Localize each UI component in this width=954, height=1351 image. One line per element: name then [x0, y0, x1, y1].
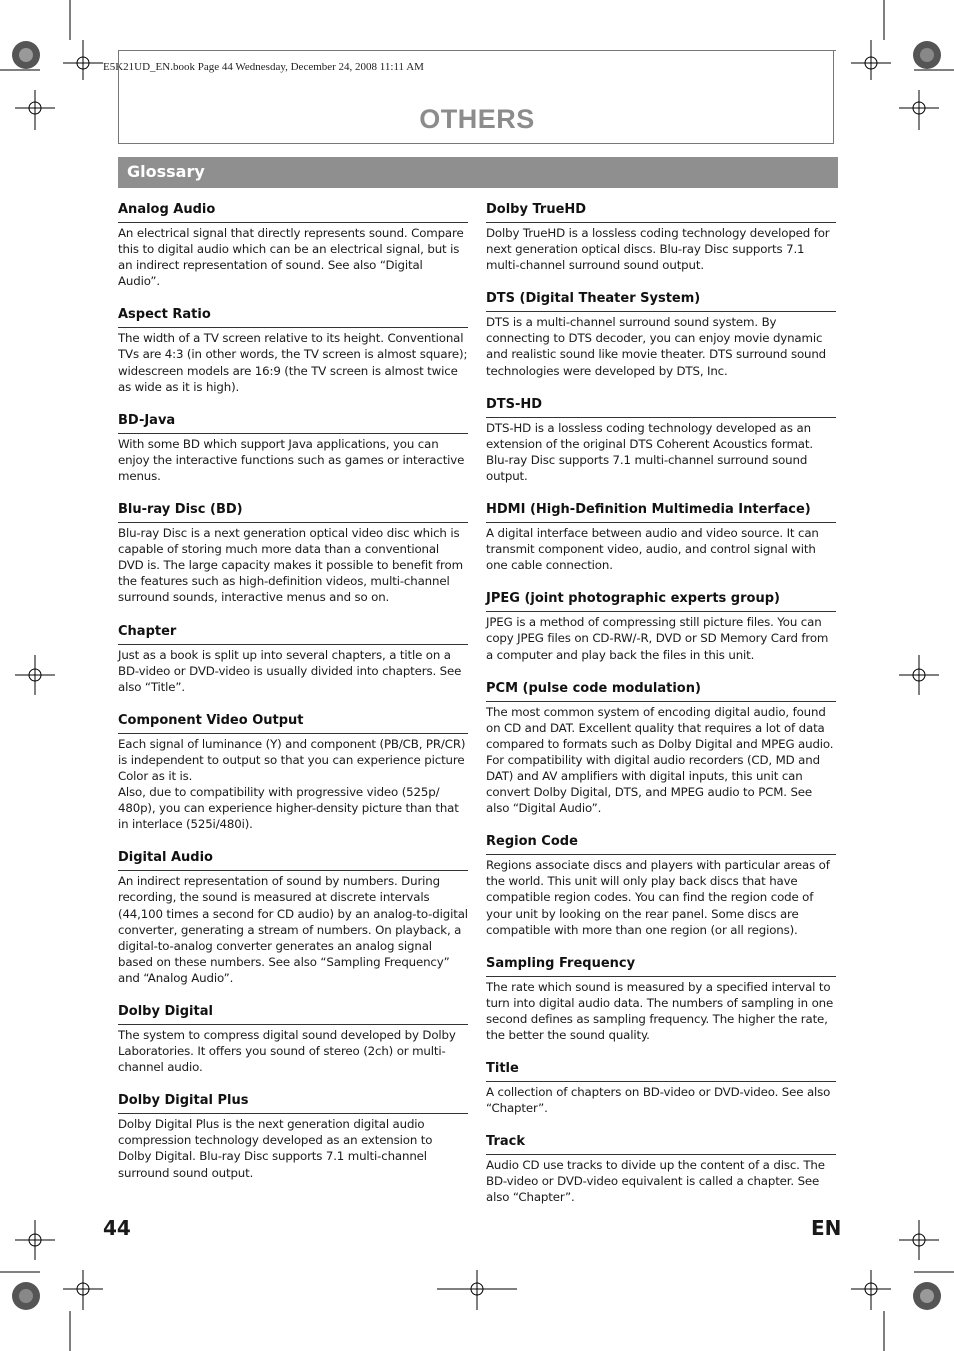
glossary-entry	[118, 1093, 468, 1180]
glossary-definition: The system to compress digital sound developed by Dolby Laboratories. It offers you sound of stereo (2ch) or multi-channel audio.	[118, 1028, 456, 1075]
glossary-entry	[118, 502, 468, 605]
glossary-term: Sampling Frequency	[486, 956, 836, 977]
glossary-entry	[486, 397, 836, 484]
glossary-definition: Dolby Digital Plus is the next generation digital audio compression technology developed as an extension to Dolby Digital. Blu-ray Disc supports 7.1 multi-channel surround sound output.	[118, 1117, 433, 1180]
glossary-entry	[486, 681, 836, 817]
glossary-definition: Dolby TrueHD is a lossless coding technology developed for next generation optical discs. Blu-ray Disc supports 7.1 multi-channel surround sound output.	[486, 226, 830, 273]
glossary-banner	[118, 157, 838, 188]
glossary-term: Dolby TrueHD	[486, 202, 836, 223]
glossary-term: PCM (pulse code modulation)	[486, 681, 836, 702]
left-column	[118, 202, 468, 1199]
glossary-term: Aspect Ratio	[118, 307, 468, 328]
print-info: E5K21UD_EN.book Page 44 Wednesday, December 24, 2008 11:11 AM	[103, 61, 424, 73]
glossary-entry	[118, 307, 468, 394]
glossary-term: JPEG (joint photographic experts group)	[486, 591, 836, 612]
page-number: 44	[103, 1216, 131, 1240]
glossary-entry	[486, 591, 836, 662]
glossary-definition: Blu-ray Disc is a next generation optical video disc which is capable of storing much more data than a conventional DVD is. The large capacity makes it possible to benefit from the features such as high-definition videos, multi-channel surround sounds, interactive menus and so on.	[118, 526, 463, 605]
glossary-term: Blu-ray Disc (BD)	[118, 502, 468, 523]
glossary-entry	[118, 413, 468, 484]
glossary-entry	[486, 1134, 836, 1205]
banner-label: Glossary	[127, 162, 205, 181]
glossary-term: Dolby Digital Plus	[118, 1093, 468, 1114]
glossary-entry	[486, 502, 836, 573]
glossary-definition: Also, due to compatibility with progressive video (525p/ 480p), you can experience higher-density picture than that in interlace (525i/480i).	[118, 785, 459, 832]
glossary-term: Dolby Digital	[118, 1004, 468, 1025]
right-column	[486, 202, 836, 1224]
glossary-definition: The most common system of encoding digital audio, found on CD and DAT. Excellent quality that requires a lot of data compared to formats such as Dolby Digital and MPEG audio. For compatibility with digital audio recorders (CD, MD and DAT) and AV amplifiers with digital inputs, this unit can convert Dolby Digital, DTS, and MPEG audio to PCM. See also “Digital Audio”.	[486, 704, 834, 816]
glossary-definition: An indirect representation of sound by numbers. During recording, the sound is measured at discrete intervals (44,100 times a second for CD audio) by an analog-to-digital converter, generating a stream of numbers. On playback, a digital-to-analog converter generates an analog signal based on these numbers. See also “Sampling Frequency” and “Analog Audio”.	[118, 874, 468, 985]
glossary-term: Digital Audio	[118, 850, 468, 871]
glossary-entry	[486, 956, 836, 1043]
glossary-entry	[486, 202, 836, 273]
glossary-term: DTS (Digital Theater System)	[486, 291, 836, 312]
glossary-definition: A collection of chapters on BD-video or DVD-video. See also “Chapter”.	[486, 1085, 831, 1116]
glossary-definition: A digital interface between audio and video source. It can transmit component video, audio, and control signal with one cable connection.	[486, 526, 819, 573]
glossary-term: Track	[486, 1134, 836, 1155]
glossary-definition: Regions associate discs and players with particular areas of the world. This unit will only play back discs that have compatible region codes. You can find the region code of your unit by looking on the rear panel. Some discs are compatible with more than one region (or all regions).	[486, 858, 830, 937]
glossary-definition: JPEG is a method of compressing still picture files. You can copy JPEG files on CD-RW/-R, DVD or SD Memory Card from a computer and play back the files in this unit.	[486, 615, 829, 662]
glossary-definition: DTS-HD is a lossless coding technology developed as an extension of the original DTS Coherent Acoustics format. Blu-ray Disc supports 7.1 multi-channel surround sound output.	[486, 420, 813, 483]
glossary-definition: Each signal of luminance (Y) and component (PB/CB, PR/CR) is independent to output so that you can experience picture Color as it is.	[118, 736, 466, 783]
glossary-term: BD-Java	[118, 413, 468, 434]
glossary-entry	[118, 624, 468, 695]
glossary-term: HDMI (High-Definition Multimedia Interface)	[486, 502, 836, 523]
header-frame-top	[118, 50, 836, 51]
glossary-term: Chapter	[118, 624, 468, 645]
glossary-term: Analog Audio	[118, 202, 468, 223]
glossary-definition: The rate which sound is measured by a specified interval to turn into digital audio data. The numbers of sampling in one second defines as sampling frequency. The higher the rate, the better the sound quality.	[486, 979, 834, 1042]
glossary-entry	[118, 202, 468, 289]
glossary-definition: DTS is a multi-channel surround sound system. By connecting to DTS decoder, you can enjoy movie dynamic and realistic sound like movie theater. DTS surround sound technologies were developed by DTS, Inc.	[486, 315, 827, 378]
language-tag: EN	[811, 1216, 842, 1240]
glossary-definition: The width of a TV screen relative to its height. Conventional TVs are 4:3 (in other words, the TV screen is almost square); widescreen models are 16:9 (the TV screen is almost twice as wide as it is high).	[118, 331, 468, 394]
glossary-term: Region Code	[486, 834, 836, 855]
glossary-definition: An electrical signal that directly represents sound. Compare this to digital audio which can be an electrical signal, but is an indirect representation of sound. See also “Digital Audio”.	[118, 226, 464, 289]
glossary-term: Component Video Output	[118, 713, 468, 734]
glossary-term: Title	[486, 1061, 836, 1082]
glossary-definition: Audio CD use tracks to divide up the content of a disc. The BD-video or DVD-video equivalent is called a chapter. See also “Chapter”.	[486, 1158, 825, 1205]
glossary-entry	[486, 1061, 836, 1116]
glossary-entry	[486, 834, 836, 937]
glossary-entry	[118, 713, 468, 833]
glossary-term: DTS-HD	[486, 397, 836, 418]
glossary-entry	[118, 1004, 468, 1075]
glossary-entry	[118, 850, 468, 986]
glossary-definition: Just as a book is split up into several chapters, a title on a BD-video or DVD-video is usually divided into chapters. See also “Title”.	[118, 647, 462, 694]
glossary-definition: With some BD which support Java applications, you can enjoy the interactive functions such as games or interactive menus.	[118, 436, 465, 483]
glossary-entry	[486, 291, 836, 378]
section-title: OTHERS	[419, 104, 535, 134]
